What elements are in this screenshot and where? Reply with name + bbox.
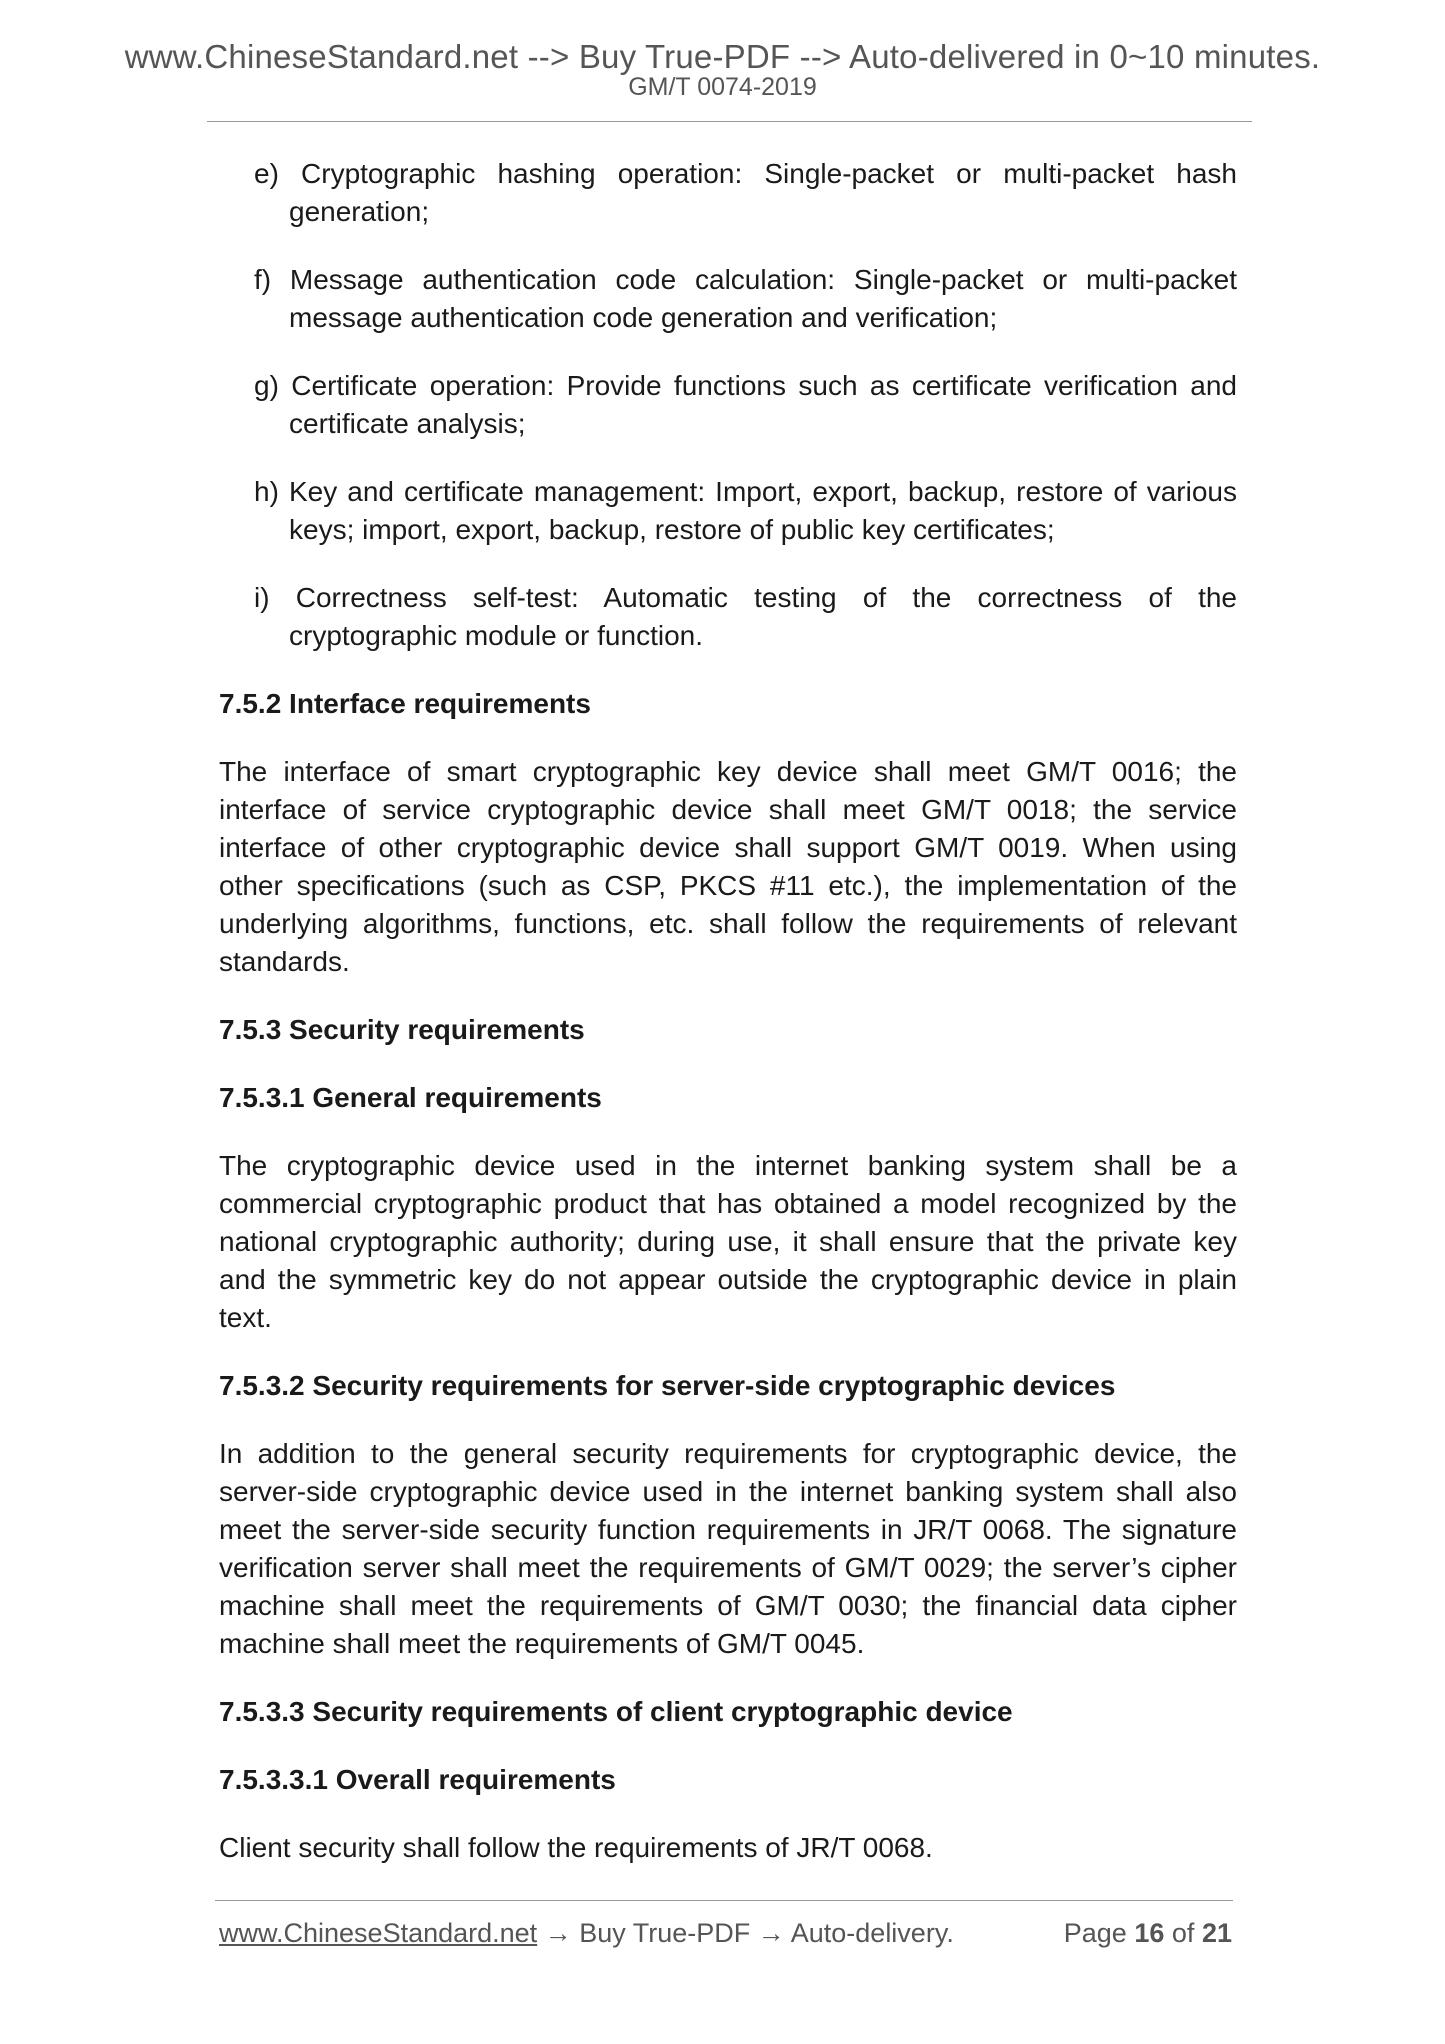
section-heading-7-5-3-3-1: 7.5.3.3.1 Overall requirements [219,1764,616,1795]
list-item: g) Certificate operation: Provide functions such as certificate verification and certificate analysis; [254,370,1237,439]
of-label: of [1171,1918,1195,1948]
list-item: h) Key and certificate management: Import, export, backup, restore of various keys; import, export, backup, restore of public key certificates; [254,476,1237,545]
paragraph-7-5-3-1: The cryptographic device used in the internet banking system shall be a commercial cryptographic product that has obtained a model recognized by the national cryptographic authority; during use, it shall ensure that the private key and the symmetric key do not appear outside the cryptographic device in plain text. [219,1150,1237,1333]
page-content [219,155,1237,1897]
footer-left [219,1918,954,1949]
section-heading-7-5-3: 7.5.3 Security requirements [219,1014,585,1045]
header-divider [207,121,1252,122]
page-total: 21 [1201,1918,1232,1948]
footer-site-link[interactable]: www.ChineseStandard.net [219,1918,538,1948]
section-heading-7-5-2: 7.5.2 Interface requirements [219,688,591,719]
section-heading-7-5-3-3: 7.5.3.3 Security requirements of client cryptographic device [219,1696,1013,1727]
list-item: i) Correctness self-test: Automatic testing of the correctness of the cryptographic module or function. [254,582,1237,651]
paragraph-7-5-2: The interface of smart cryptographic key device shall meet GM/T 0016; the interface of service cryptographic device shall meet GM/T 0018; the service interface of other cryptographic device shall support GM/T 0019. When using other specifications (such as CSP, PKCS #11 etc.), the implementation of the underlying algorithms, functions, etc. shall follow the requirements of relevant standards. [219,756,1237,977]
page-footer [219,1918,1232,1949]
page-number: 16 [1134,1918,1165,1948]
footer-divider [215,1900,1233,1901]
footer-tagline: → Buy True-PDF → Auto-delivery. [537,1918,954,1948]
page-label: Page [1063,1918,1127,1948]
paragraph-7-5-3-2: In addition to the general security requirements for cryptographic device, the server-side cryptographic device used in the internet banking system shall also meet the server-side security function requirements in JR/T 0068. The signature verification server shall meet the requirements of GM/T 0029; the server’s cipher machine shall meet the requirements of GM/T 0030; the financial data cipher machine shall meet the requirements of GM/T 0045. [219,1438,1237,1659]
top-banner: www.ChineseStandard.net --> Buy True-PDF --> Auto-delivered in 0~10 minutes. [124,38,1321,75]
section-heading-7-5-3-1: 7.5.3.1 General requirements [219,1082,602,1113]
standard-code: GM/T 0074-2019 [628,73,817,101]
section-heading-7-5-3-2: 7.5.3.2 Security requirements for server-side cryptographic devices [219,1370,1116,1401]
paragraph-7-5-3-3-1: Client security shall follow the requirements of JR/T 0068. [219,1832,933,1863]
page-indicator [1064,1918,1232,1949]
list-item: f) Message authentication code calculation: Single-packet or multi-packet message authentication code generation and verification; [254,264,1237,333]
list-item: e) Cryptographic hashing operation: Single-packet or multi-packet hash generation; [254,158,1237,227]
